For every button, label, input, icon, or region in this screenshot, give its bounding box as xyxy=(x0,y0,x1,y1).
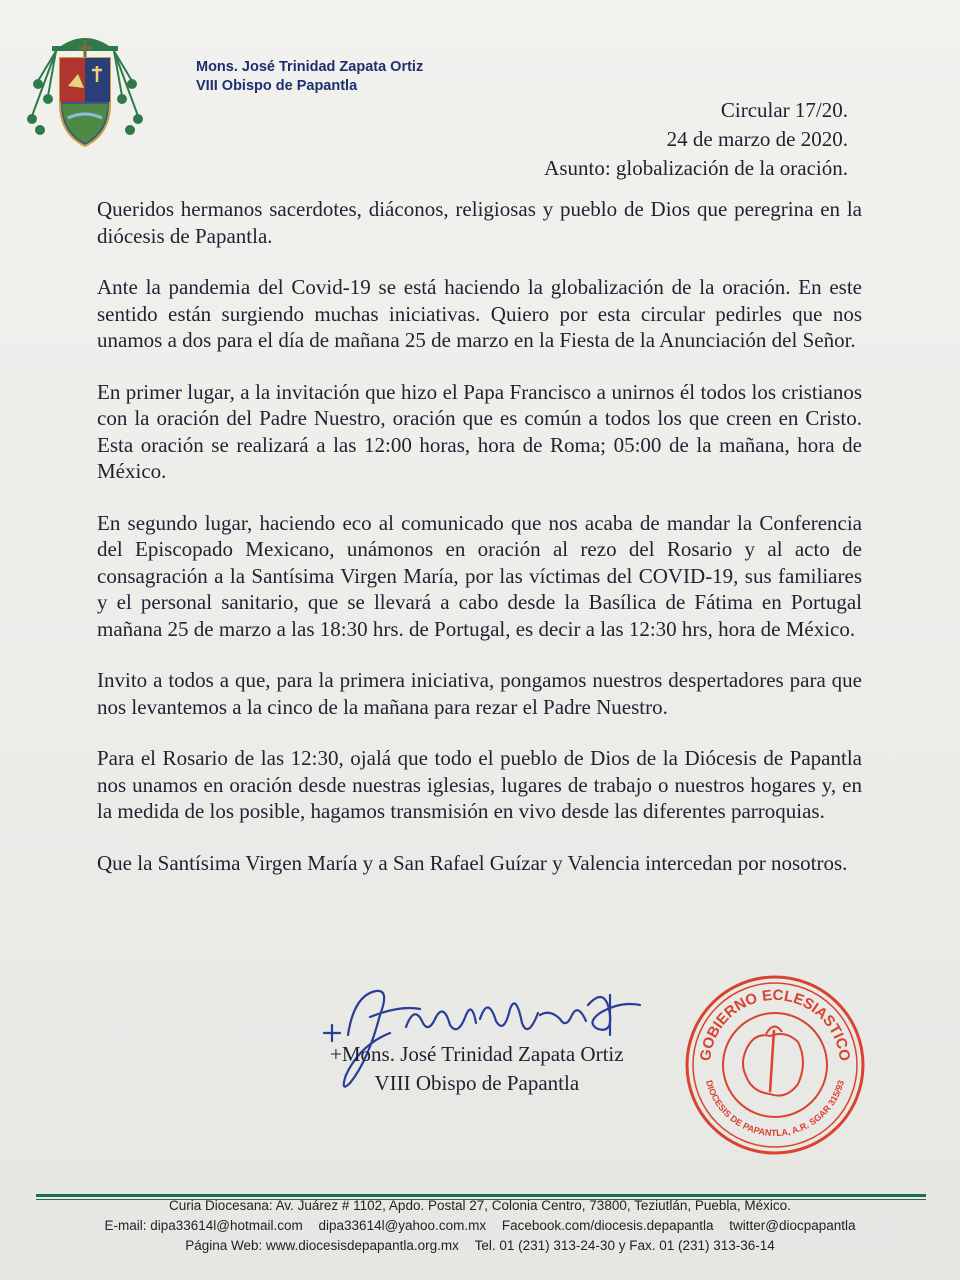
paragraph-2: En primer lugar, a la invitación que hizo el Papa Francisco a unirnos él todos los cristianos con la oración del Padre Nuestro, oración que es común a todos los que creen en Cristo. Esta oración se realizará a las 12:00 horas, hora de Roma; 05:00 de la mañana, hora de México. xyxy=(97,379,862,483)
signatory-name: +Mons. José Trinidad Zapata Ortiz xyxy=(330,1042,624,1066)
letterhead-title: VIII Obispo de Papantla xyxy=(196,78,358,94)
footer-website: Página Web: www.diocesisdepapantla.org.mx xyxy=(185,1238,459,1253)
circular-meta xyxy=(544,96,848,183)
closing-paragraph: Que la Santísima Virgen María y a San Rafael Guízar y Valencia intercedan por nosotros. xyxy=(97,850,848,875)
circular-number: Circular 17/20. xyxy=(720,98,848,122)
ecclesiastical-seal-stamp xyxy=(682,972,868,1158)
paragraph-4: Invito a todos a que, para la primera iniciativa, pongamos nuestros despertadores para que nos levantemos a la cinco de la mañana para rezar el Padre Nuestro. xyxy=(97,668,862,719)
greeting-paragraph: Queridos hermanos sacerdotes, diáconos, religiosas y pueblo de Dios que peregrina en la diócesis de Papantla. xyxy=(97,197,862,248)
paragraph-3: En segundo lugar, haciendo eco al comunicado que nos acaba de mandar la Conferencia del Episcopado Mexicano, unámonos en oración al rezo del Rosario y al acto de consagración a la Santísima Virgen María, por las víctimas del COVID-19, sus familiares y el personal sanitario, que se llevará a cabo desde la Basílica de Fátima en Portugal mañana 25 de marzo a las 18:30 hrs. de Portugal, es decir a las 12:30 hrs, hora de México. xyxy=(97,510,862,641)
footer-address: Curia Diocesana: Av. Juárez # 1102, Apdo. Postal 27, Colonia Centro, 73800, Teziutlán, Puebla, México. xyxy=(169,1198,791,1213)
footer-contacts xyxy=(40,1216,920,1236)
seal-bottom-text: DIOCESIS DE PAPANTLA, A.R. SGAR 315/93 xyxy=(703,1079,847,1139)
footer-facebook: Facebook.com/diocesis.depapantla xyxy=(501,1218,714,1233)
circular-date: 24 de marzo de 2020. xyxy=(666,127,848,151)
footer-twitter: twitter@diocpapantla xyxy=(729,1218,856,1233)
letter-footer xyxy=(40,1196,920,1256)
footer-web-phone xyxy=(40,1236,920,1256)
svg-text:DIOCESIS DE PAPANTLA, A.R. SGA xyxy=(704,1079,846,1138)
paragraph-1: Ante la pandemia del Covid-19 se está haciendo la globalización de la oración. En este sentido están surgiendo muchas iniciativas. Quiero por esta circular pedirles que nos unamos a dos para el día de mañana 25 de marzo en la Fiesta de la Anunciación del Señor. xyxy=(97,275,862,352)
signatory-title: VIII Obispo de Papantla xyxy=(374,1071,580,1095)
signature-block xyxy=(330,1040,624,1098)
letter-body xyxy=(97,196,862,901)
coat-of-arms-icon xyxy=(18,26,152,156)
footer-email-yahoo: dipa33614l@yahoo.com.mx xyxy=(318,1218,487,1233)
paragraph-5: Para el Rosario de las 12:30, ojalá que todo el pueblo de Dios de la Diócesis de Papantla nos unamos en oración desde nuestras iglesias, lugares de trabajo o nuestros hogares y, en la medida de los posible, hagamos transmisión en vivo desde las diferentes parroquias. xyxy=(97,746,862,823)
letterhead-name: Mons. José Trinidad Zapata Ortiz xyxy=(196,59,424,75)
circular-subject: Asunto: globalización de la oración. xyxy=(544,156,848,180)
letterhead xyxy=(196,58,423,96)
svg-text:GOBIERNO ECLESIASTICO xyxy=(697,987,853,1063)
footer-phone: Tel. 01 (231) 313-24-30 y Fax. 01 (231) 313-36-14 xyxy=(474,1238,775,1253)
seal-top-text: GOBIERNO ECLESIASTICO xyxy=(696,986,854,1063)
footer-email-hotmail: E-mail: dipa33614l@hotmail.com xyxy=(104,1218,303,1233)
